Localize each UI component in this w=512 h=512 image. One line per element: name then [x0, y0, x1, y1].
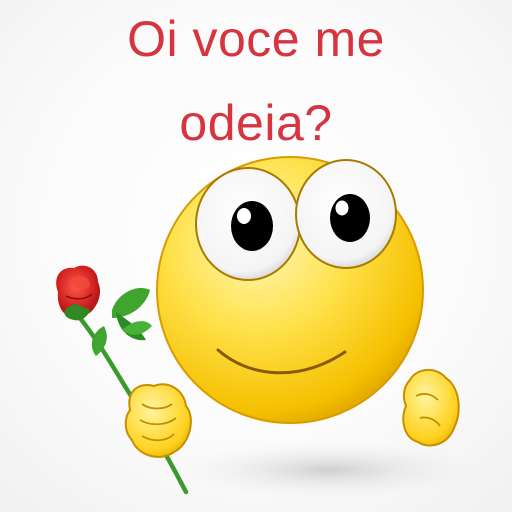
left-hand — [126, 384, 191, 457]
right-hand — [403, 370, 458, 446]
rose-leaves — [92, 288, 152, 356]
caption-line-2: odeia? — [179, 95, 333, 151]
left-eye — [196, 168, 300, 280]
ground-shadow — [170, 440, 490, 500]
right-eye — [296, 160, 396, 268]
rose-icon — [56, 266, 100, 321]
caption-line-1: Oi voce me — [127, 11, 385, 67]
